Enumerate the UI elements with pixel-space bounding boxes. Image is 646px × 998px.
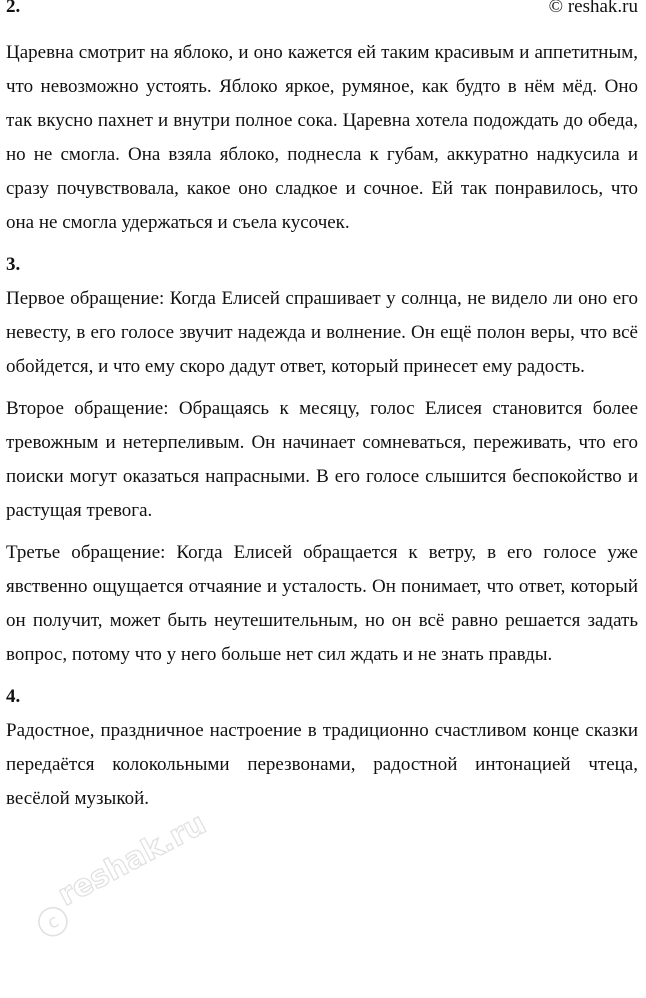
paragraph: Второе обращение: Обращаясь к месяцу, голос Елисея становится более тревожным и нетерпеливым. Он начинает сомневаться, переживать, что его поиски могут оказаться напрасными. В его голосе слышится беспокойство и растущая тревога. — [6, 398, 638, 521]
document-body — [6, 36, 638, 824]
section-number: 4. — [6, 686, 21, 707]
svg-text:c: c — [43, 910, 63, 934]
paragraph: Первое обращение: Когда Елисей спрашивает у солнца, не видело ли оно его невесту, в его голосе звучит надежда и волнение. Он ещё полон веры, что всё обойдется, и что ему скоро дадут ответ, который принесет ему радость. — [6, 288, 638, 377]
paragraph: Третье обращение: Когда Елисей обращается к ветру, в его голосе уже явственно ощущается отчаяние и усталость. Он понимает, что ответ, который он получит, может быть неутешительным, но он всё равно решается задать вопрос, потому что у него больше нет сил ждать и не знать правды. — [6, 542, 638, 665]
watermark-logo — [8, 806, 212, 940]
paragraph: Царевна смотрит на яблоко, и оно кажется ей таким красивым и аппетитным, что невозможно устоять. Яблоко яркое, румяное, как будто в нём мёд. Оно так вкусно пахнет и внутри полное сока. Царевна хотела подождать до обеда, но не смогла. Она взяла яблоко, поднесла к губам, аккуратно надкусила и сразу почувствовала, какое оно сладкое и сочное. Ей так понравилось, что она не смогла удержаться и съела кусочек. — [6, 42, 638, 233]
copyright-circle-icon — [34, 903, 72, 941]
site-copyright: © reshak.ru — [548, 0, 638, 17]
section-4 — [6, 680, 638, 816]
paragraph: Радостное, праздничное настроение в традиционно счастливом конце сказки передаётся колокольными перезвонами, радостной интонацией чтеца, весёлой музыкой. — [6, 720, 638, 809]
section-2 — [6, 36, 638, 240]
section-number: 3. — [6, 254, 21, 275]
watermark-text: reshak.ru — [52, 806, 212, 914]
section-3 — [6, 248, 638, 672]
task-number: 2. — [6, 0, 21, 17]
page-header — [6, 0, 638, 22]
